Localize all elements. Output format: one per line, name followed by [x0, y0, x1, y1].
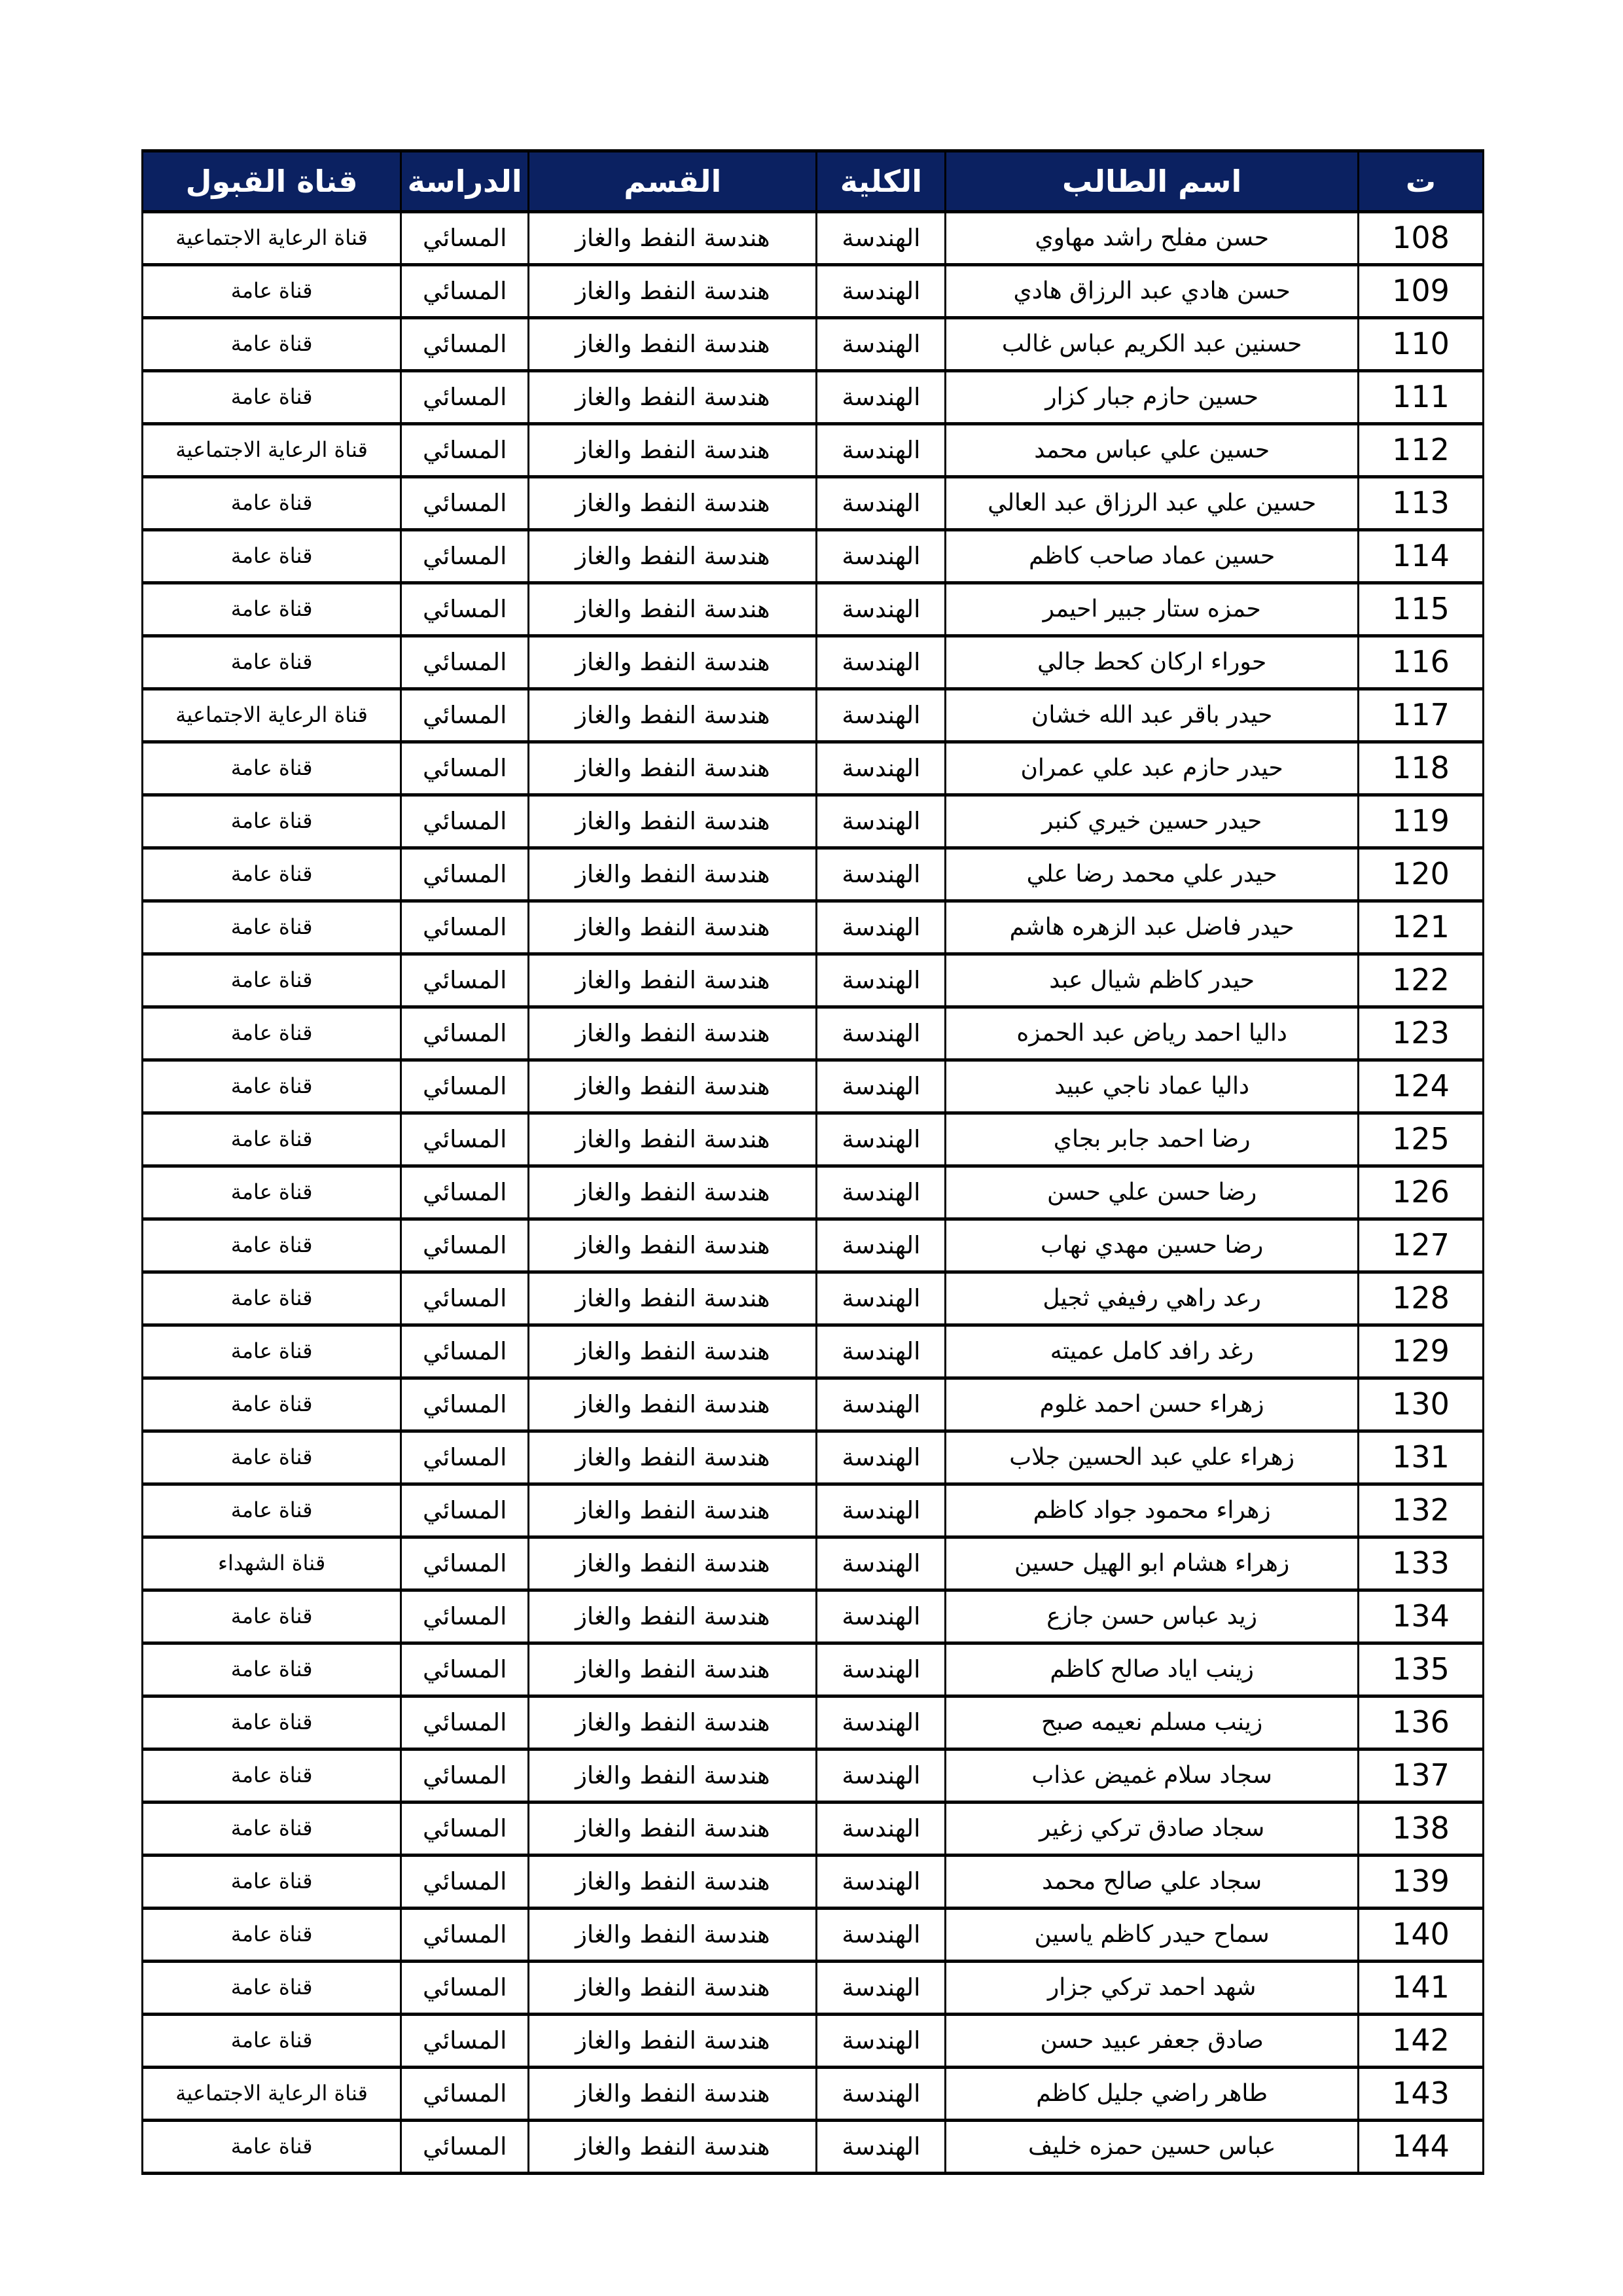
student-admission-table	[141, 149, 1484, 2175]
college-cell: الهندسة	[817, 530, 946, 583]
admission-channel-cell: قناة عامة	[143, 1643, 401, 1696]
row-number-cell: 124	[1358, 1060, 1483, 1113]
table-row	[143, 1060, 1484, 1113]
table-row	[143, 212, 1484, 265]
table-row	[143, 1219, 1484, 1272]
row-number-cell: 137	[1358, 1749, 1483, 1803]
table-row	[143, 1113, 1484, 1166]
admission-channel-cell: قناة عامة	[143, 954, 401, 1007]
admission-channel-cell: قناة عامة	[143, 1060, 401, 1113]
table-row	[143, 1962, 1484, 2015]
study-type-cell: المسائي	[401, 212, 529, 265]
college-cell: الهندسة	[817, 1696, 946, 1749]
table-row	[143, 1431, 1484, 1484]
study-type-cell: المسائي	[401, 848, 529, 901]
header-college: الكلية	[817, 151, 946, 212]
student-name-cell: حيدر حازم عبد علي عمران	[946, 742, 1359, 795]
admission-channel-cell: قناة عامة	[143, 2121, 401, 2174]
college-cell: الهندسة	[817, 583, 946, 636]
study-type-cell: المسائي	[401, 1856, 529, 1909]
student-name-cell: داليا احمد رياض عبد الحمزه	[946, 1007, 1359, 1060]
study-type-cell: المسائي	[401, 1272, 529, 1325]
admission-channel-cell: قناة عامة	[143, 1007, 401, 1060]
table-row	[143, 1007, 1484, 1060]
college-cell: الهندسة	[817, 371, 946, 424]
student-name-cell: حيدر فاضل عبد الزهره هاشم	[946, 901, 1359, 954]
study-type-cell: المسائي	[401, 424, 529, 477]
table-row	[143, 1325, 1484, 1378]
table-row	[143, 318, 1484, 371]
college-cell: الهندسة	[817, 424, 946, 477]
admission-channel-cell: قناة عامة	[143, 1378, 401, 1431]
table-row	[143, 1856, 1484, 1909]
row-number-cell: 136	[1358, 1696, 1483, 1749]
study-type-cell: المسائي	[401, 1590, 529, 1643]
college-cell: الهندسة	[817, 795, 946, 848]
study-type-cell: المسائي	[401, 1007, 529, 1060]
department-cell: هندسة النفط والغاز	[529, 1962, 817, 2015]
table-row	[143, 265, 1484, 318]
department-cell: هندسة النفط والغاز	[529, 636, 817, 689]
study-type-cell: المسائي	[401, 1113, 529, 1166]
study-type-cell: المسائي	[401, 583, 529, 636]
admission-channel-cell: قناة عامة	[143, 636, 401, 689]
department-cell: هندسة النفط والغاز	[529, 583, 817, 636]
row-number-cell: 113	[1358, 477, 1483, 530]
study-type-cell: المسائي	[401, 1431, 529, 1484]
student-name-cell: طاهر راضي جليل كاظم	[946, 2068, 1359, 2121]
study-type-cell: المسائي	[401, 2015, 529, 2068]
college-cell: الهندسة	[817, 1643, 946, 1696]
study-type-cell: المسائي	[401, 795, 529, 848]
student-name-cell: داليا عماد ناجي عبيد	[946, 1060, 1359, 1113]
admission-channel-cell: قناة الشهداء	[143, 1537, 401, 1590]
admission-channel-cell: قناة الرعاية الاجتماعية	[143, 212, 401, 265]
admission-channel-cell: قناة عامة	[143, 2015, 401, 2068]
department-cell: هندسة النفط والغاز	[529, 1749, 817, 1803]
row-number-cell: 141	[1358, 1962, 1483, 2015]
student-name-cell: سماح حيدر كاظم ياسين	[946, 1909, 1359, 1962]
admission-channel-cell: قناة عامة	[143, 477, 401, 530]
header-row	[143, 151, 1484, 212]
table-row	[143, 371, 1484, 424]
college-cell: الهندسة	[817, 954, 946, 1007]
student-name-cell: رضا احمد جابر بجاي	[946, 1113, 1359, 1166]
department-cell: هندسة النفط والغاز	[529, 1325, 817, 1378]
college-cell: الهندسة	[817, 212, 946, 265]
row-number-cell: 128	[1358, 1272, 1483, 1325]
row-number-cell: 114	[1358, 530, 1483, 583]
department-cell: هندسة النفط والغاز	[529, 1590, 817, 1643]
row-number-cell: 120	[1358, 848, 1483, 901]
study-type-cell: المسائي	[401, 2121, 529, 2174]
admission-channel-cell: قناة الرعاية الاجتماعية	[143, 424, 401, 477]
study-type-cell: المسائي	[401, 901, 529, 954]
department-cell: هندسة النفط والغاز	[529, 1856, 817, 1909]
student-name-cell: حيدر علي محمد رضا علي	[946, 848, 1359, 901]
department-cell: هندسة النفط والغاز	[529, 424, 817, 477]
table-row	[143, 742, 1484, 795]
student-name-cell: زهراء محمود جواد كاظم	[946, 1484, 1359, 1537]
department-cell: هندسة النفط والغاز	[529, 1113, 817, 1166]
admission-channel-cell: قناة عامة	[143, 1325, 401, 1378]
college-cell: الهندسة	[817, 1962, 946, 2015]
row-number-cell: 143	[1358, 2068, 1483, 2121]
header-study-type: الدراسة	[401, 151, 529, 212]
college-cell: الهندسة	[817, 1537, 946, 1590]
admission-channel-cell: قناة عامة	[143, 742, 401, 795]
table-row	[143, 2068, 1484, 2121]
admission-channel-cell: قناة عامة	[143, 1962, 401, 2015]
college-cell: الهندسة	[817, 2015, 946, 2068]
college-cell: الهندسة	[817, 1113, 946, 1166]
admission-channel-cell: قناة عامة	[143, 530, 401, 583]
row-number-cell: 135	[1358, 1643, 1483, 1696]
study-type-cell: المسائي	[401, 1325, 529, 1378]
row-number-cell: 126	[1358, 1166, 1483, 1219]
study-type-cell: المسائي	[401, 1378, 529, 1431]
student-name-cell: حوراء اركان كحط جالي	[946, 636, 1359, 689]
row-number-cell: 119	[1358, 795, 1483, 848]
table-row	[143, 954, 1484, 1007]
admission-channel-cell: قناة عامة	[143, 318, 401, 371]
admission-channel-cell: قناة عامة	[143, 795, 401, 848]
college-cell: الهندسة	[817, 636, 946, 689]
table-row	[143, 1166, 1484, 1219]
study-type-cell: المسائي	[401, 1696, 529, 1749]
department-cell: هندسة النفط والغاز	[529, 1219, 817, 1272]
student-name-cell: حيدر حسين خيري كنبر	[946, 795, 1359, 848]
admission-channel-cell: قناة عامة	[143, 371, 401, 424]
row-number-cell: 134	[1358, 1590, 1483, 1643]
college-cell: الهندسة	[817, 1060, 946, 1113]
student-name-cell: عباس حسين حمزه خليف	[946, 2121, 1359, 2174]
row-number-cell: 140	[1358, 1909, 1483, 1962]
table-row	[143, 1537, 1484, 1590]
table-row	[143, 2015, 1484, 2068]
department-cell: هندسة النفط والغاز	[529, 371, 817, 424]
admission-channel-cell: قناة عامة	[143, 1272, 401, 1325]
department-cell: هندسة النفط والغاز	[529, 1431, 817, 1484]
department-cell: هندسة النفط والغاز	[529, 1272, 817, 1325]
college-cell: الهندسة	[817, 1749, 946, 1803]
department-cell: هندسة النفط والغاز	[529, 1484, 817, 1537]
department-cell: هندسة النفط والغاز	[529, 2121, 817, 2174]
department-cell: هندسة النفط والغاز	[529, 1378, 817, 1431]
department-cell: هندسة النفط والغاز	[529, 795, 817, 848]
row-number-cell: 132	[1358, 1484, 1483, 1537]
table-row	[143, 424, 1484, 477]
header-student-name: اسم الطالب	[946, 151, 1359, 212]
college-cell: الهندسة	[817, 1431, 946, 1484]
student-name-cell: حيدر باقر عبد الله خشان	[946, 689, 1359, 742]
department-cell: هندسة النفط والغاز	[529, 477, 817, 530]
department-cell: هندسة النفط والغاز	[529, 1166, 817, 1219]
row-number-cell: 130	[1358, 1378, 1483, 1431]
header-department: القسم	[529, 151, 817, 212]
study-type-cell: المسائي	[401, 1909, 529, 1962]
college-cell: الهندسة	[817, 1325, 946, 1378]
department-cell: هندسة النفط والغاز	[529, 212, 817, 265]
department-cell: هندسة النفط والغاز	[529, 1696, 817, 1749]
study-type-cell: المسائي	[401, 1537, 529, 1590]
row-number-cell: 110	[1358, 318, 1483, 371]
admission-channel-cell: قناة عامة	[143, 583, 401, 636]
student-name-cell: زينب اياد صالح كاظم	[946, 1643, 1359, 1696]
department-cell: هندسة النفط والغاز	[529, 1060, 817, 1113]
study-type-cell: المسائي	[401, 1962, 529, 2015]
row-number-cell: 109	[1358, 265, 1483, 318]
student-name-cell: زهراء حسن احمد غلوم	[946, 1378, 1359, 1431]
department-cell: هندسة النفط والغاز	[529, 689, 817, 742]
study-type-cell: المسائي	[401, 636, 529, 689]
study-type-cell: المسائي	[401, 1166, 529, 1219]
table-row	[143, 636, 1484, 689]
department-cell: هندسة النفط والغاز	[529, 265, 817, 318]
college-cell: الهندسة	[817, 2121, 946, 2174]
college-cell: الهندسة	[817, 1166, 946, 1219]
college-cell: الهندسة	[817, 2068, 946, 2121]
student-name-cell: زينب مسلم نعيمه صبح	[946, 1696, 1359, 1749]
student-name-cell: شهد احمد تركي جزار	[946, 1962, 1359, 2015]
row-number-cell: 142	[1358, 2015, 1483, 2068]
table-row	[143, 530, 1484, 583]
study-type-cell: المسائي	[401, 318, 529, 371]
row-number-cell: 112	[1358, 424, 1483, 477]
admission-channel-cell: قناة عامة	[143, 1166, 401, 1219]
student-name-cell: رضا حسين مهدي نهاب	[946, 1219, 1359, 1272]
admission-channel-cell: قناة الرعاية الاجتماعية	[143, 2068, 401, 2121]
student-name-cell: حسين علي عبد الرزاق عبد العالي	[946, 477, 1359, 530]
table-row	[143, 583, 1484, 636]
department-cell: هندسة النفط والغاز	[529, 1643, 817, 1696]
study-type-cell: المسائي	[401, 477, 529, 530]
row-number-cell: 108	[1358, 212, 1483, 265]
student-name-cell: زهراء هشام ابو الهيل حسين	[946, 1537, 1359, 1590]
row-number-cell: 117	[1358, 689, 1483, 742]
student-name-cell: رضا حسن علي حسن	[946, 1166, 1359, 1219]
student-name-cell: حسنين عبد الكريم عباس غالب	[946, 318, 1359, 371]
row-number-cell: 138	[1358, 1803, 1483, 1856]
row-number-cell: 118	[1358, 742, 1483, 795]
study-type-cell: المسائي	[401, 1749, 529, 1803]
table-row	[143, 795, 1484, 848]
student-name-cell: حمزه ستار جبير احيمر	[946, 583, 1359, 636]
row-number-cell: 122	[1358, 954, 1483, 1007]
admission-channel-cell: قناة عامة	[143, 1113, 401, 1166]
college-cell: الهندسة	[817, 1272, 946, 1325]
admission-channel-cell: قناة عامة	[143, 1803, 401, 1856]
header-admission-channel: قناة القبول	[143, 151, 401, 212]
row-number-cell: 144	[1358, 2121, 1483, 2174]
study-type-cell: المسائي	[401, 742, 529, 795]
college-cell: الهندسة	[817, 265, 946, 318]
student-name-cell: حسن مفلح راشد مهاوي	[946, 212, 1359, 265]
student-name-cell: رعد راهي رفيفي ثجيل	[946, 1272, 1359, 1325]
college-cell: الهندسة	[817, 1484, 946, 1537]
student-name-cell: حسين علي عباس محمد	[946, 424, 1359, 477]
table-row	[143, 2121, 1484, 2174]
college-cell: الهندسة	[817, 318, 946, 371]
college-cell: الهندسة	[817, 1590, 946, 1643]
row-number-cell: 116	[1358, 636, 1483, 689]
student-name-cell: حسين حازم جبار كزار	[946, 371, 1359, 424]
row-number-cell: 133	[1358, 1537, 1483, 1590]
table-body	[143, 212, 1484, 2174]
student-name-cell: حيدر كاظم شيال عبد	[946, 954, 1359, 1007]
table-row	[143, 1590, 1484, 1643]
department-cell: هندسة النفط والغاز	[529, 1803, 817, 1856]
department-cell: هندسة النفط والغاز	[529, 530, 817, 583]
college-cell: الهندسة	[817, 1856, 946, 1909]
admission-channel-cell: قناة عامة	[143, 901, 401, 954]
student-name-cell: سجاد صادق تركي زغير	[946, 1803, 1359, 1856]
table-row	[143, 1378, 1484, 1431]
study-type-cell: المسائي	[401, 2068, 529, 2121]
student-name-cell: زيد عباس حسن جازع	[946, 1590, 1359, 1643]
table-row	[143, 1484, 1484, 1537]
college-cell: الهندسة	[817, 848, 946, 901]
admission-channel-cell: قناة عامة	[143, 1909, 401, 1962]
college-cell: الهندسة	[817, 901, 946, 954]
student-name-cell: زهراء علي عبد الحسين جلاب	[946, 1431, 1359, 1484]
admission-channel-cell: قناة عامة	[143, 1431, 401, 1484]
admission-channel-cell: قناة عامة	[143, 265, 401, 318]
student-name-cell: سجاد سلام غميض عذاب	[946, 1749, 1359, 1803]
college-cell: الهندسة	[817, 477, 946, 530]
department-cell: هندسة النفط والغاز	[529, 1537, 817, 1590]
table-row	[143, 477, 1484, 530]
college-cell: الهندسة	[817, 742, 946, 795]
study-type-cell: المسائي	[401, 1060, 529, 1113]
study-type-cell: المسائي	[401, 530, 529, 583]
table-row	[143, 1803, 1484, 1856]
college-cell: الهندسة	[817, 1803, 946, 1856]
study-type-cell: المسائي	[401, 1803, 529, 1856]
header-number: ت	[1358, 151, 1483, 212]
admission-channel-cell: قناة عامة	[143, 1856, 401, 1909]
student-name-cell: رغد رافد كامل عميته	[946, 1325, 1359, 1378]
student-name-cell: سجاد علي صالح محمد	[946, 1856, 1359, 1909]
row-number-cell: 131	[1358, 1431, 1483, 1484]
table-row	[143, 1643, 1484, 1696]
college-cell: الهندسة	[817, 1909, 946, 1962]
department-cell: هندسة النفط والغاز	[529, 848, 817, 901]
department-cell: هندسة النفط والغاز	[529, 954, 817, 1007]
department-cell: هندسة النفط والغاز	[529, 2068, 817, 2121]
study-type-cell: المسائي	[401, 1643, 529, 1696]
study-type-cell: المسائي	[401, 954, 529, 1007]
study-type-cell: المسائي	[401, 371, 529, 424]
row-number-cell: 125	[1358, 1113, 1483, 1166]
row-number-cell: 139	[1358, 1856, 1483, 1909]
row-number-cell: 111	[1358, 371, 1483, 424]
admission-channel-cell: قناة عامة	[143, 1749, 401, 1803]
table-row	[143, 1272, 1484, 1325]
college-cell: الهندسة	[817, 1219, 946, 1272]
college-cell: الهندسة	[817, 689, 946, 742]
table-row	[143, 1909, 1484, 1962]
department-cell: هندسة النفط والغاز	[529, 2015, 817, 2068]
row-number-cell: 115	[1358, 583, 1483, 636]
table-row	[143, 1749, 1484, 1803]
study-type-cell: المسائي	[401, 1484, 529, 1537]
admission-channel-cell: قناة عامة	[143, 1219, 401, 1272]
admission-channel-cell: قناة الرعاية الاجتماعية	[143, 689, 401, 742]
department-cell: هندسة النفط والغاز	[529, 901, 817, 954]
student-name-cell: صادق جعفر عبيد حسن	[946, 2015, 1359, 2068]
row-number-cell: 129	[1358, 1325, 1483, 1378]
department-cell: هندسة النفط والغاز	[529, 318, 817, 371]
table-row	[143, 1696, 1484, 1749]
admission-channel-cell: قناة عامة	[143, 848, 401, 901]
department-cell: هندسة النفط والغاز	[529, 1909, 817, 1962]
department-cell: هندسة النفط والغاز	[529, 1007, 817, 1060]
student-name-cell: حسن هادي عبد الرزاق هادي	[946, 265, 1359, 318]
table-row	[143, 848, 1484, 901]
row-number-cell: 123	[1358, 1007, 1483, 1060]
college-cell: الهندسة	[817, 1007, 946, 1060]
table-row	[143, 689, 1484, 742]
table-row	[143, 901, 1484, 954]
admission-channel-cell: قناة عامة	[143, 1484, 401, 1537]
study-type-cell: المسائي	[401, 1219, 529, 1272]
student-name-cell: حسين عماد صاحب كاظم	[946, 530, 1359, 583]
study-type-cell: المسائي	[401, 265, 529, 318]
department-cell: هندسة النفط والغاز	[529, 742, 817, 795]
admission-channel-cell: قناة عامة	[143, 1696, 401, 1749]
row-number-cell: 127	[1358, 1219, 1483, 1272]
study-type-cell: المسائي	[401, 689, 529, 742]
row-number-cell: 121	[1358, 901, 1483, 954]
college-cell: الهندسة	[817, 1378, 946, 1431]
table-header	[143, 151, 1484, 212]
admission-channel-cell: قناة عامة	[143, 1590, 401, 1643]
